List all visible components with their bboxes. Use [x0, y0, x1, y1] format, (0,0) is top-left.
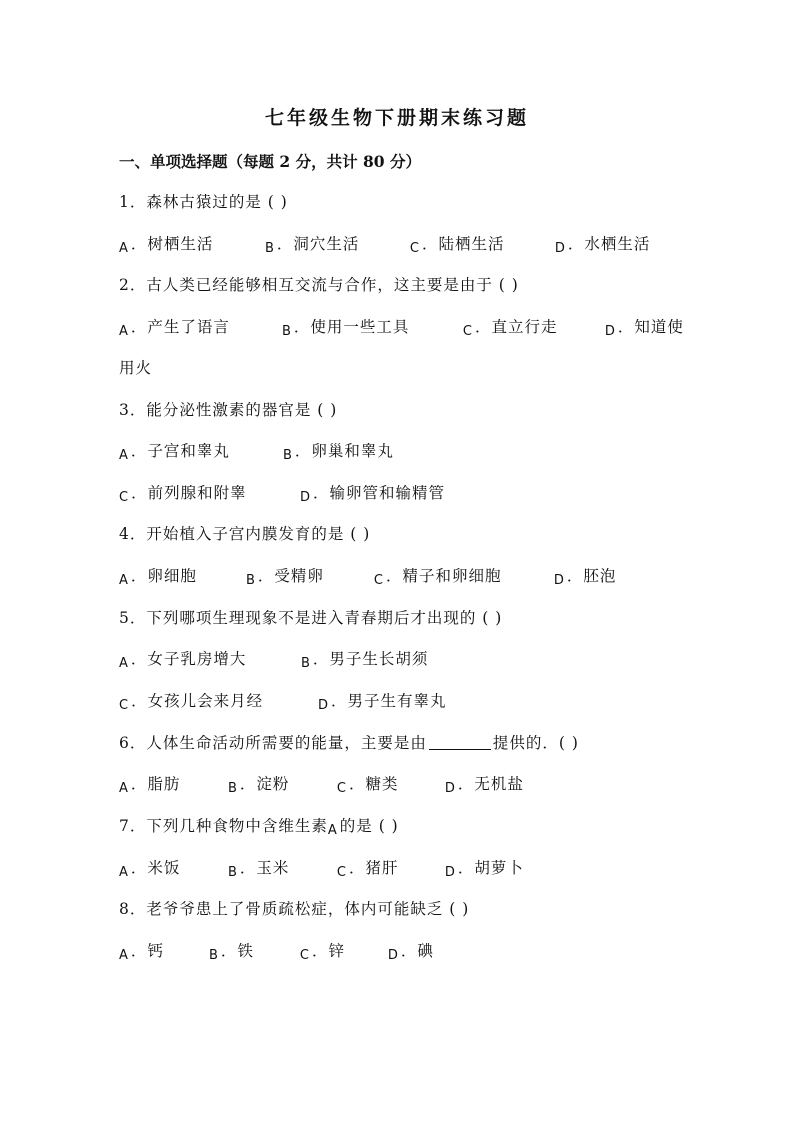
option-c: C ．前列腺和附睾 [119, 484, 247, 505]
option-d: D ．知道使 [604, 318, 684, 339]
question-3-stem: 3．能分泌性激素的器官是 ( ) [119, 401, 338, 419]
option-d: D ．水栖生活 [554, 235, 651, 256]
option-b: B ．使用一些工具 [281, 318, 410, 339]
option-c: C ．猪肝 [336, 859, 399, 880]
question-7-options [119, 856, 524, 878]
option-b: B ．卵巢和睾丸 [282, 442, 394, 463]
option-d: D ．输卵管和输精管 [299, 484, 445, 505]
option-a: A ．米饭 [119, 859, 181, 880]
option-b: B ．男子生长胡须 [300, 650, 429, 671]
option-d: D ．碘 [387, 942, 434, 963]
option-d: D ．无机盐 [444, 775, 524, 796]
question-4-stem: 4．开始植入子宫内膜发育的是 ( ) [119, 525, 371, 543]
option-b: B ．铁 [208, 942, 254, 963]
option-a: A ．女子乳房增大 [119, 650, 247, 671]
option-c: C ．精子和卵细胞 [373, 567, 502, 588]
option-a: A ．子宫和睾丸 [119, 442, 230, 463]
option-b: B ．洞穴生活 [264, 235, 360, 256]
question-5-stem: 5．下列哪项生理现象不是进入青春期后才出现的 ( ) [119, 609, 503, 627]
question-6-stem: 6．人体生命活动所需要的能量，主要是由 提供的．( ) [119, 734, 579, 752]
answer-blank [429, 749, 491, 750]
section-heading: 一、单项选择题（每题 2 分，共计 80 分） [119, 152, 421, 171]
question-3-options-ab [119, 439, 394, 461]
page-title: 七年级生物下册期末练习题 [264, 107, 529, 129]
question-2-wrap: 用火 [119, 359, 153, 377]
option-c: C ．直立行走 [462, 318, 558, 339]
option-d: D ．胡萝卜 [444, 859, 524, 880]
question-1-stem: 1．森林古猿过的是 ( ) [119, 193, 288, 211]
question-6-options [119, 772, 524, 794]
option-a: A ．卵细胞 [119, 567, 197, 588]
question-4-options [119, 564, 616, 586]
question-7-stem: 7．下列几种食物中含维生素A 的是 ( ) [119, 817, 399, 838]
question-1-options [119, 232, 650, 254]
question-8-stem: 8．老爷爷患上了骨质疏松症，体内可能缺乏 ( ) [119, 900, 470, 918]
question-8-options [119, 939, 434, 961]
question-3-options-cd [119, 481, 445, 503]
option-d: D ．胚泡 [553, 567, 617, 588]
option-c: C ．女孩儿会来月经 [119, 692, 264, 713]
option-b: B ．玉米 [227, 859, 290, 880]
question-2-options [119, 315, 684, 337]
option-a: A ．脂肪 [119, 775, 181, 796]
option-c: C ．锌 [299, 942, 345, 963]
option-b: B ．淀粉 [227, 775, 290, 796]
question-5-options-ab [119, 647, 428, 669]
question-2-stem: 2．古人类已经能够相互交流与合作，这主要是由于 ( ) [119, 276, 519, 294]
option-b: B ．受精卵 [245, 567, 324, 588]
question-5-options-cd [119, 689, 446, 711]
option-a: A ．树栖生活 [119, 235, 214, 256]
option-c: C ．陆栖生活 [409, 235, 505, 256]
option-a: A ．产生了语言 [119, 318, 230, 339]
option-d: D ．男子生有睾丸 [317, 692, 447, 713]
option-c: C ．糖类 [336, 775, 399, 796]
option-a: A ．钙 [119, 942, 164, 963]
